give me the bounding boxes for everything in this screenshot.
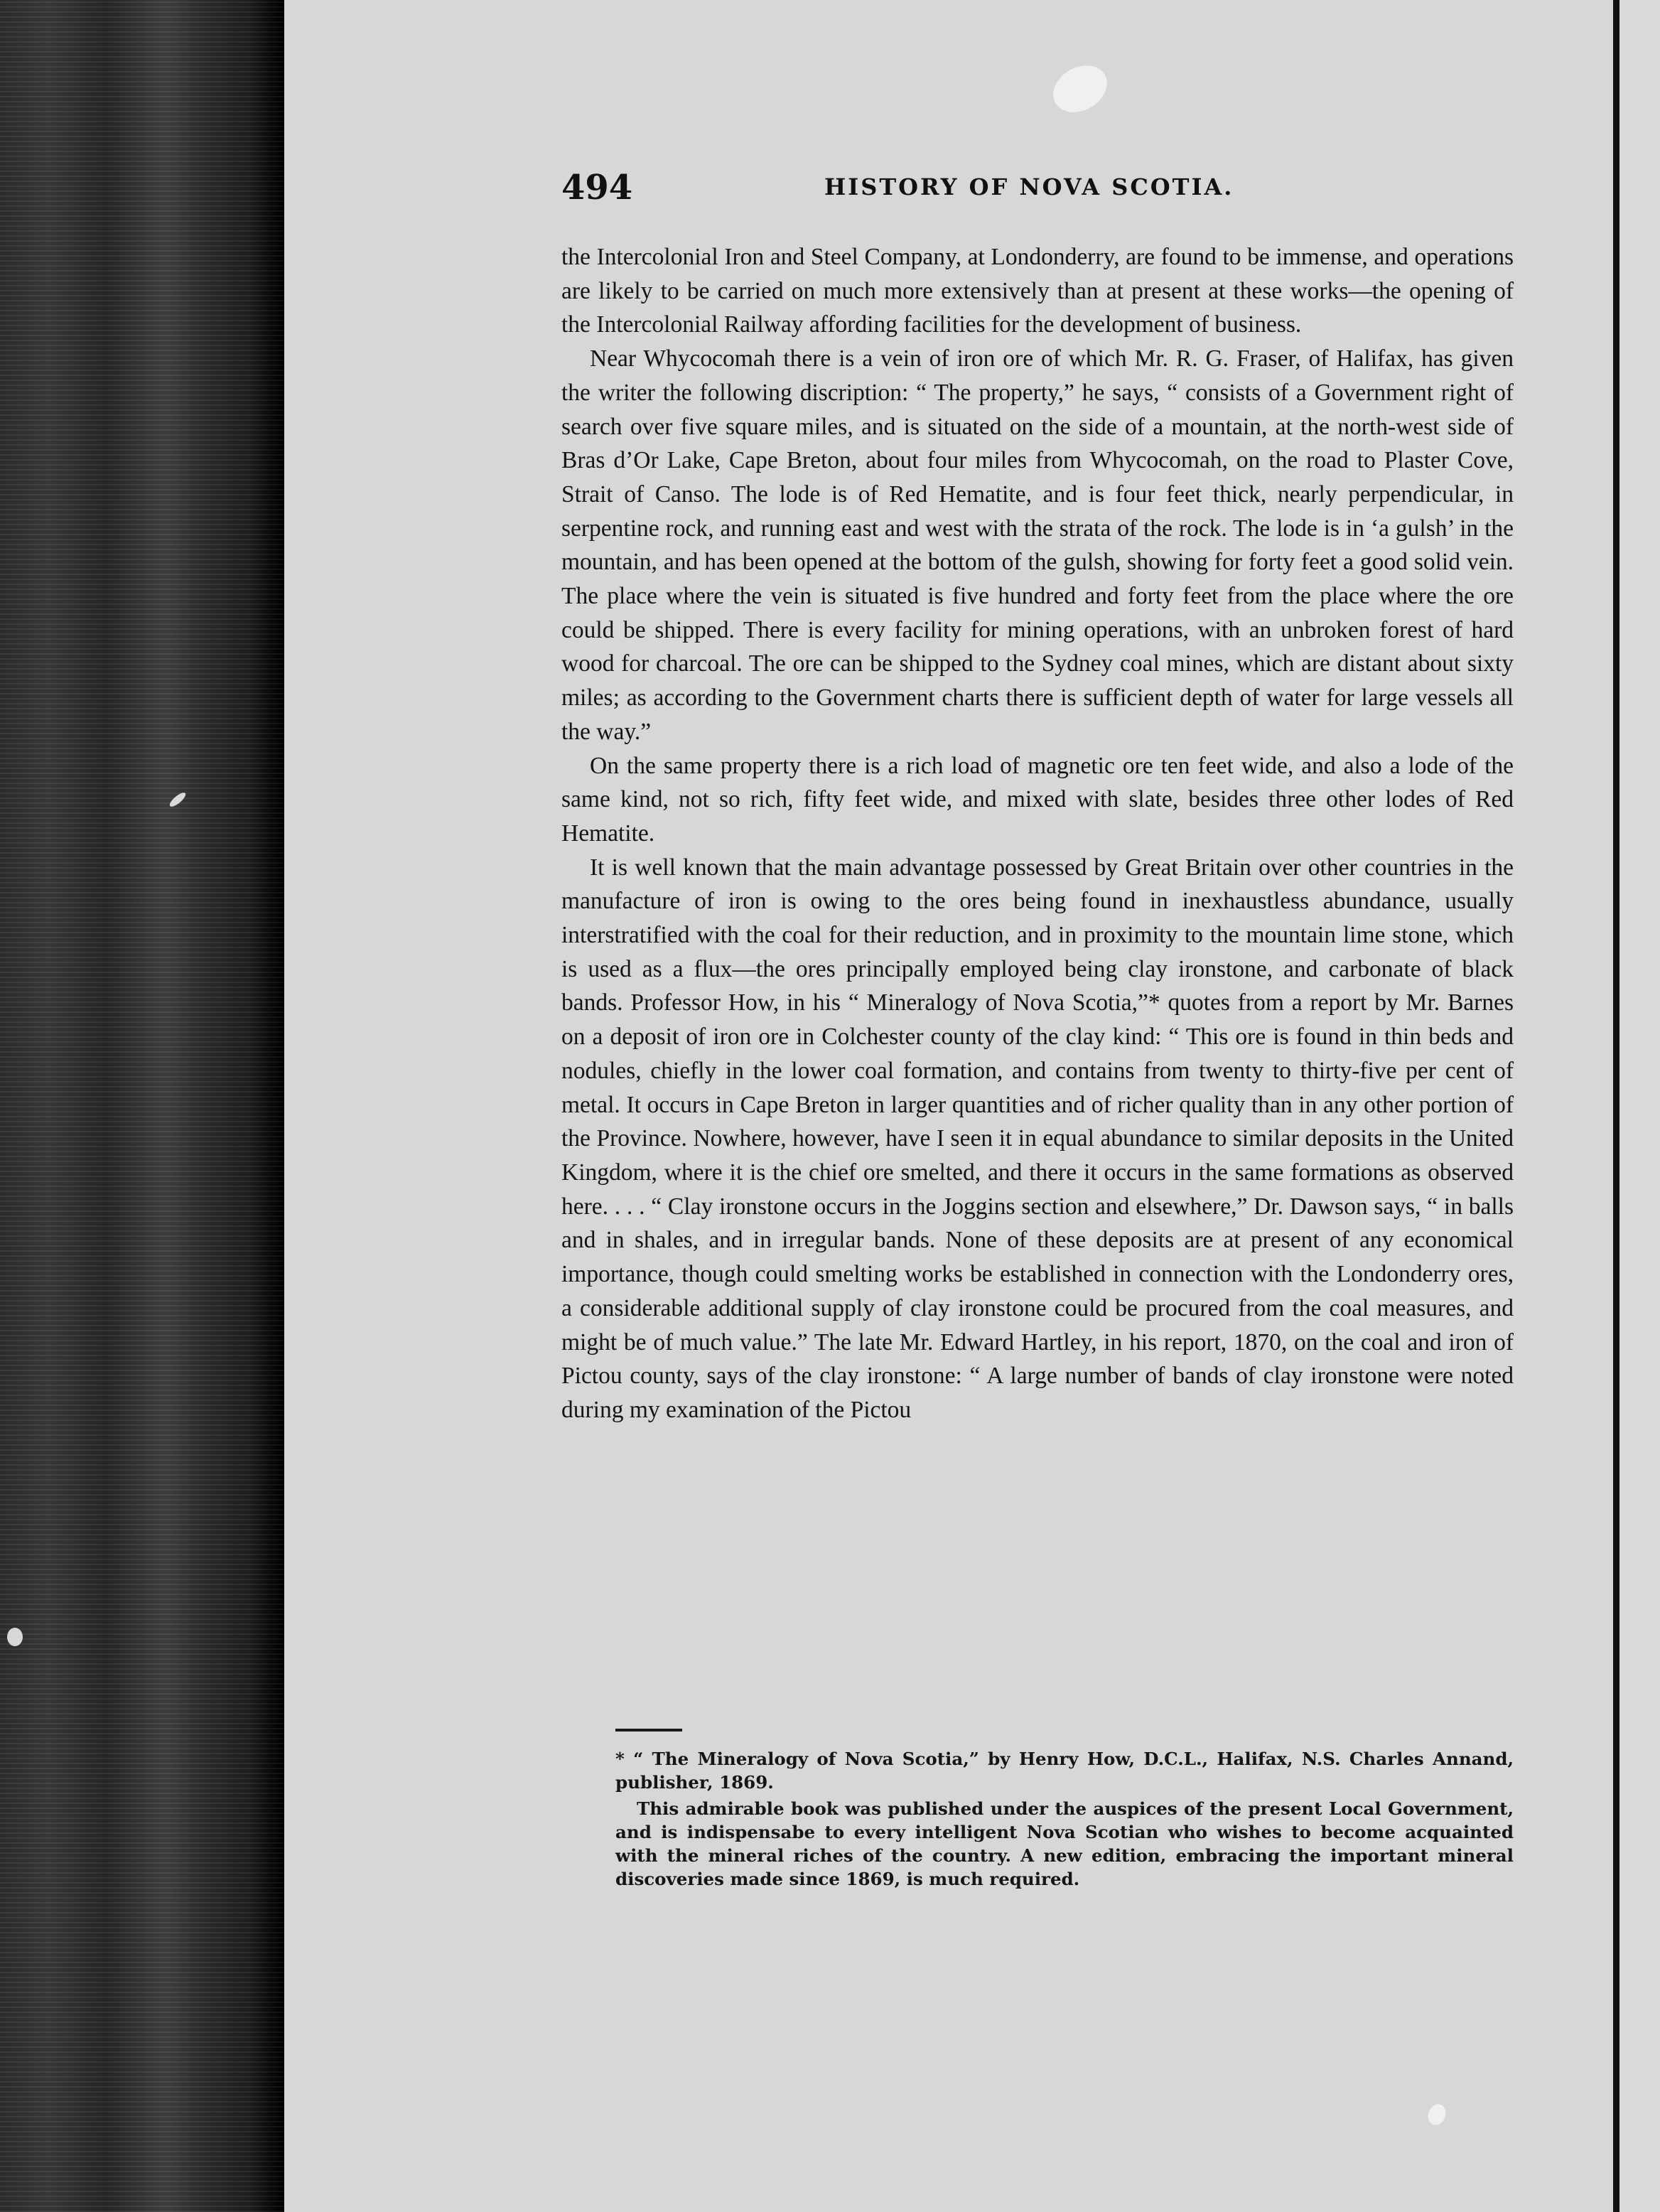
scan-artifact [7, 1628, 23, 1646]
book-binding [0, 0, 284, 2212]
footnotes [615, 1747, 1514, 1891]
page-number: 494 [561, 168, 633, 208]
footnote-note: This admirable book was published under the auspices of the present Local Government, and is indispensabe to every intelligent Nova Scotian who wishes to become acquainted with the mineral riches of the country. A new edition, embracing the important mineral discoveries made since 1869, is much required. [615, 1798, 1514, 1889]
running-head: HISTORY OF NOVA SCOTIA. [824, 173, 1234, 200]
page-header [561, 168, 1514, 218]
footnote: * “ The Mineralogy of Nova Scotia,” by Henry How, D.C.L., Halifax, N.S. Charles Annand, publisher, 1869. [615, 1749, 1514, 1793]
paragraph: Near Whycocomah there is a vein of iron ore of which Mr. R. G. Fraser, of Halifax, has given the writer the following discription: “ The property,” he says, “ consists of a Government right of search over five square miles, and is situated on the side of a mountain, at the north-west side of Bras d’Or Lake, Cape Breton, about four miles from Whycocomah, on the road to Plaster Cove, Strait of Canso. The lode is of Red Hematite, and is four feet thick, nearly perpendicular, in serpentine rock, and running east and west with the strata of the rock. The lode is in ‘a gulsh’ in the mountain, and has been opened at the bottom of the gulsh, showing for forty feet a good solid vein. The place where the vein is situated is five hundred and forty feet from the place where the ore could be shipped. There is every facility for mining operations, with an unbroken forest of hard wood for charcoal. The ore can be shipped to the Sydney coal mines, which are distant about sixty miles; as according to the Government charts there is sufficient depth of water for large vessels all the way.” [561, 345, 1514, 745]
facing-page-edge [1613, 0, 1660, 2212]
paragraph: the Intercolonial Iron and Steel Company, at Londonderry, are found to be immense, and operations are likely to be carried on much more extensively than at present at these works—the opening of the Intercolonial Railway affording facilities for the development of business. [561, 244, 1514, 338]
body-text [561, 240, 1514, 1427]
paragraph: On the same property there is a rich load of magnetic ore ten feet wide, and also a lode of the same kind, not so rich, fifty feet wide, and mixed with slate, besides three other lodes of Red Hematite. [561, 752, 1514, 847]
paragraph: It is well known that the main advantage possessed by Great Britain over other countries in the manufacture of iron is owing to the ores being found in inexhaustless abundance, usually interstratified with the coal for their reduction, and in proximity to the mountain lime stone, which is used as a flux—the ores principally employed being clay ironstone, and carbonate of black bands. Professor How, in his “ Mineralogy of Nova Scotia,”* quotes from a report by Mr. Barnes on a deposit of iron ore in Colchester county of the clay kind: “ This ore is found in thin beds and nodules, chiefly in the lower coal formation, and contains from twenty to thirty-five per cent of metal. It occurs in Cape Breton in larger quantities and of richer quality than in any other portion of the Province. Nowhere, however, have I seen it in equal abundance to similar deposits in the United Kingdom, where it is the chief ore smelted, and there it occurs in the same formations as observed here. . . . “ Clay ironstone occurs in the Joggins section and elsewhere,” Dr. Dawson says, “ in balls and in shales, and in irregular bands. None of these deposits are at present of any economical importance, though could smelting works be established in connection with the Londonderry ores, a considerable additional supply of clay ironstone could be procured from the coal measures, and might be of much value.” The late Mr. Edward Hartley, in his report, 1870, on the coal and iron of Pictou county, says of the clay ironstone: “ A large number of bands of clay ironstone were noted during my examination of the Pictou [561, 854, 1514, 1423]
footnote-rule [615, 1729, 682, 1732]
